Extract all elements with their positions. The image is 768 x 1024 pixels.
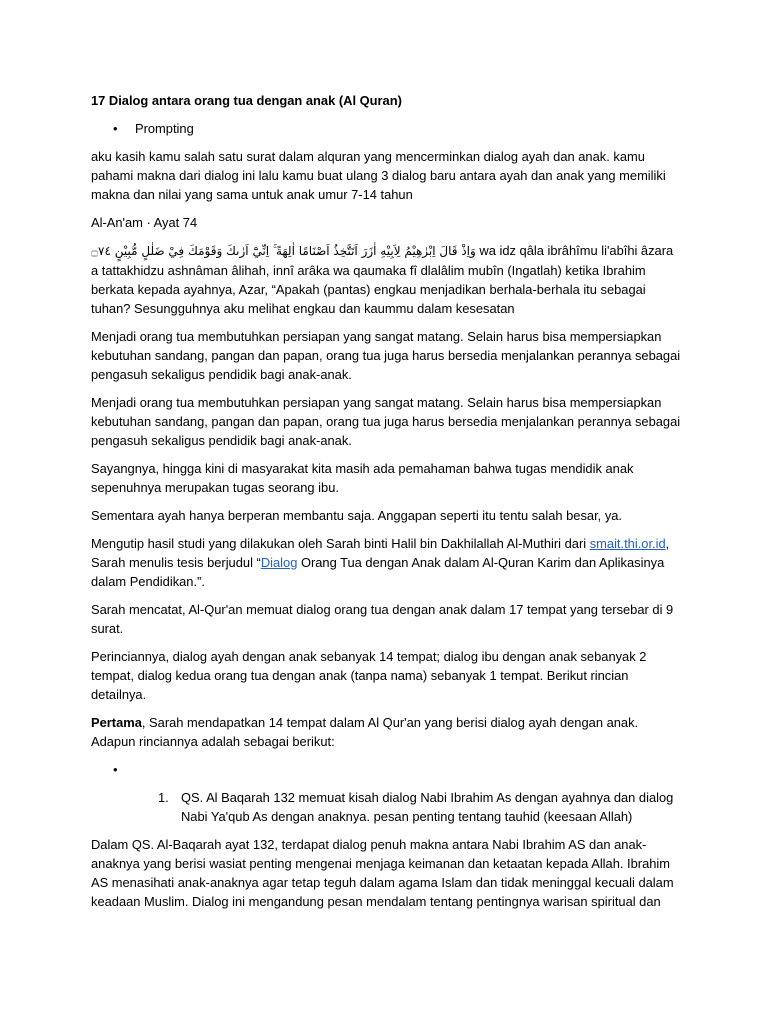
- bullet-item-prompting: [91, 119, 683, 138]
- verse-transliteration: wa idz qâla ibrâhîmu li'abîhi âzara a tattakhidzu ashnâman âlihah, innî arâka wa qaumaka fî dlalâlim mubîn (Ingatlah) ketika Ibrahim berkata kepada ayahnya, Azar, “Apakah (pantas) engkau menjadikan berhala-berhala itu sebagai tuhan? Sesungguhnya aku melihat engkau dan kaummu dalam kesesatan: [91, 243, 674, 316]
- pertama-bold-label: Pertama: [91, 715, 142, 730]
- pertama-text: , Sarah mendapatkan 14 tempat dalam Al Qur'an yang berisi dialog ayah dengan anak. Adapun rinciannya adalah sebagai berikut:: [91, 715, 639, 749]
- paragraph-sementara: Sementara ayah hanya berperan membantu saja. Anggapan seperti itu tentu salah besar, ya.: [91, 508, 623, 523]
- dialog-link[interactable]: Dialog: [260, 555, 298, 570]
- mengutip-text-after: Orang Tua dengan Anak dalam Al-Quran Karim dan Aplikasinya dalam Pendidikan.”.: [91, 555, 665, 589]
- mengutip-text-before: Mengutip hasil studi yang dilakukan oleh Sarah binti Halil bin Dakhilallah Al-Muthiri dari: [91, 536, 590, 551]
- paragraph-persiapan-1: Menjadi orang tua membutuhkan persiapan yang sangat matang. Selain harus bisa mempersiapkan kebutuhan sandang, pangan dan papan, orang tua juga harus bersedia menjalankan perannya sebagai pengasuh sekaligus pendidik bagi anak-anak.: [91, 329, 681, 382]
- list-item-text: QS. Al Baqarah 132 memuat kisah dialog Nabi Ibrahim As dengan ayahnya dan dialog Nabi Ya'qub As dengan anaknya. pesan penting tentang tauhid (keesaan Allah): [181, 790, 674, 824]
- paragraph-mencatat: Sarah mencatat, Al-Qur'an memuat dialog orang tua dengan anak dalam 17 tempat yang tersebar di 9 surat.: [91, 602, 674, 636]
- mengutip-text-middle: , Sarah menulis tesis berjudul “: [91, 536, 670, 570]
- bullet-glyph: •: [113, 121, 118, 136]
- intro-paragraph: aku kasih kamu salah satu surat dalam alquran yang mencerminkan dialog ayah dan anak. kamu pahami makna dari dialog ini lalu kamu buat ulang 3 dialog baru antara ayah dan anak yang memiliki makna dan nilai yang sama untuk anak umur 7-14 tahun: [91, 149, 666, 202]
- paragraph-perincian: Perinciannya, dialog ayah dengan anak sebanyak 14 tempat; dialog ibu dengan anak sebanyak 2 tempat, dialog kedua orang tua dengan anak (tanpa nama) sebanyak 1 tempat. Berikut rincian detailnya.: [91, 649, 647, 702]
- verse-block: [91, 241, 683, 318]
- smait-link[interactable]: smait.thi.or.id: [589, 536, 666, 551]
- paragraph-pertama: [91, 713, 683, 751]
- empty-bullet-item: [91, 760, 683, 779]
- paragraph-sayangnya: Sayangnya, hingga kini di masyarakat kita masih ada pemahaman bahwa tugas mendidik anak sepenuhnya merupakan tugas seorang ibu.: [91, 461, 634, 495]
- document-body: [91, 91, 683, 920]
- numbered-list-item-1: [91, 788, 683, 826]
- verse-arabic-text: وَاِذْ قَالَ اِبْرٰهِيْمُ لِاَبِيْهِ اٰزَرَ اَتَتَّخِذُ اَصْنَامًا اٰلِهَةً ۚ اِنِّيْٓ اَرٰىكَ وَقَوْمَكَ فِيْ ضَلٰلٍ مُّبِيْنٍ ۝٧٤: [91, 244, 476, 258]
- document-title: 17 Dialog antara orang tua dengan anak (Al Quran): [91, 93, 402, 108]
- list-number: 1.: [158, 790, 169, 805]
- bullet-glyph: •: [113, 762, 118, 777]
- bullet-label: Prompting: [135, 121, 194, 136]
- paragraph-dalam-qs: Dalam QS. Al-Baqarah ayat 132, terdapat dialog penuh makna antara Nabi Ibrahim AS dan anak-anaknya yang berisi wasiat penting mengenai menjaga keimanan dan ketaatan kepada Allah. Ibrahim AS menasihati anak-anaknya agar tetap teguh dalam agama Islam dan tidak meninggal kecuali dalam keadaan Muslim. Dialog ini mengandung pesan mendalam tentang pentingnya warisan spiritual dan: [91, 837, 674, 909]
- paragraph-persiapan-2: Menjadi orang tua membutuhkan persiapan yang sangat matang. Selain harus bisa mempersiapkan kebutuhan sandang, pangan dan papan, orang tua juga harus bersedia menjalankan perannya sebagai pengasuh sekaligus pendidik bagi anak-anak.: [91, 395, 681, 448]
- paragraph-mengutip: [91, 534, 683, 591]
- verse-reference: Al-An'am · Ayat 74: [91, 215, 198, 230]
